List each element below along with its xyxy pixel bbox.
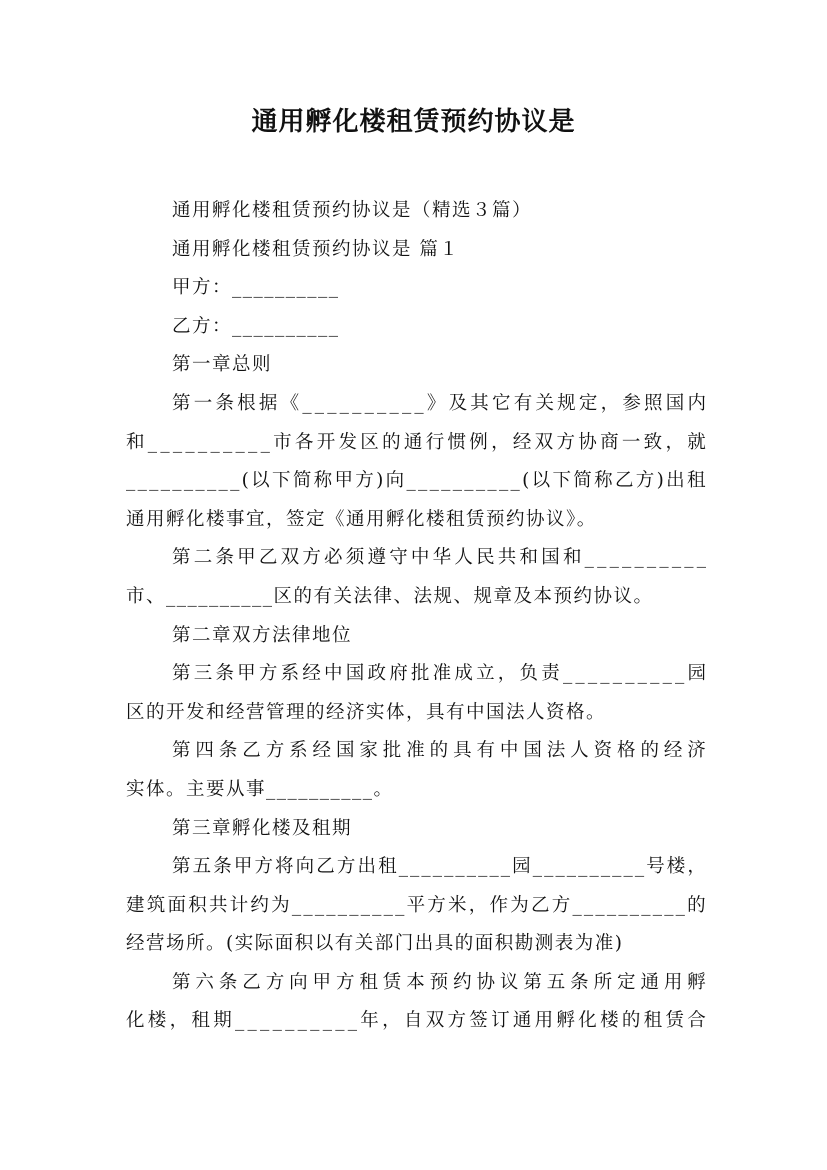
paragraph-line: 第 一 条 根 据 《 _ _ _ _ _ _ _ _ _ _ 》 及 其 它 有 关 规 定 ， 参 照 国 内	[172, 392, 706, 414]
paragraph-line: 区的开发和经营管理的经济实体，具有中国法人资格。	[126, 701, 607, 723]
paragraph-line: _ _ _ _ _ _ _ _ _ _ ( 以 下 简 称 甲 方 ) 向 _ _ _ _ _ _ _ _ _ _ ( 以 下 简 称 乙 方 ) 出 租	[126, 470, 706, 492]
paragraph-line: 化 楼 ， 租 期 _ _ _ _ _ _ _ _ _ _ 年 ， 自 双 方 签 订 通 用 孵 化 楼 的 租 赁 合	[126, 1010, 706, 1032]
paragraph-line: 甲方：__________	[172, 277, 340, 299]
paragraph-line: 市、__________区的有关法律、法规、规章及本预约协议。	[126, 585, 654, 607]
paragraph-line: 第 六 条 乙 方 向 甲 方 租 赁 本 预 约 协 议 第 五 条 所 定 通 用 孵	[172, 971, 706, 993]
paragraph-line: 第 五 条 甲 方 将 向 乙 方 出 租 _ _ _ _ _ _ _ _ _ _ 园 _ _ _ _ _ _ _ _ _ _ 号 楼 ，	[172, 856, 706, 878]
document-title: 通用孵化楼租赁预约协议是	[251, 107, 576, 137]
paragraph-line: 第一章总则	[172, 354, 273, 376]
paragraph-line: 通用孵化楼租赁预约协议是 篇１	[172, 238, 460, 260]
paragraph-line: 建 筑 面 积 共 计 约 为 _ _ _ _ _ _ _ _ _ _ 平 方 米 ， 作 为 乙 方 _ _ _ _ _ _ _ _ _ _ 的	[126, 894, 706, 916]
paragraph-line: 第 二 条 甲 乙 双 方 必 须 遵 守 中 华 人 民 共 和 国 和 _ _ _ _ _ _ _ _ _ _	[172, 547, 706, 569]
paragraph-line: 经营场所。(实际面积以有关部门出具的面积勘测表为准)	[126, 933, 624, 955]
paragraph-line: 第 三 条 甲 方 系 经 中 国 政 府 批 准 成 立 ， 负 责 _ _ _ _ _ _ _ _ _ _ 园	[172, 663, 706, 685]
paragraph-line: 通用孵化楼租赁预约协议是（精选３篇）	[172, 200, 533, 221]
paragraph-line: 乙方：__________	[172, 315, 340, 337]
paragraph-line: 实体。主要从事__________。	[126, 778, 394, 800]
paragraph-line: 第 四 条 乙 方 系 经 国 家 批 准 的 具 有 中 国 法 人 资 格 的 经 济	[172, 740, 706, 762]
paragraph-line: 和 _ _ _ _ _ _ _ _ _ _ 市 各 开 发 区 的 通 行 惯 例 ， 经 双 方 协 商 一 致 ， 就	[126, 431, 706, 453]
paragraph-line: 第二章双方法律地位	[172, 624, 353, 646]
document-body	[126, 192, 706, 1041]
paragraph-line: 第三章孵化楼及租期	[172, 817, 353, 839]
paragraph-line: 通用孵化楼事宜，签定《通用孵化楼租赁预约协议》。	[126, 508, 597, 530]
